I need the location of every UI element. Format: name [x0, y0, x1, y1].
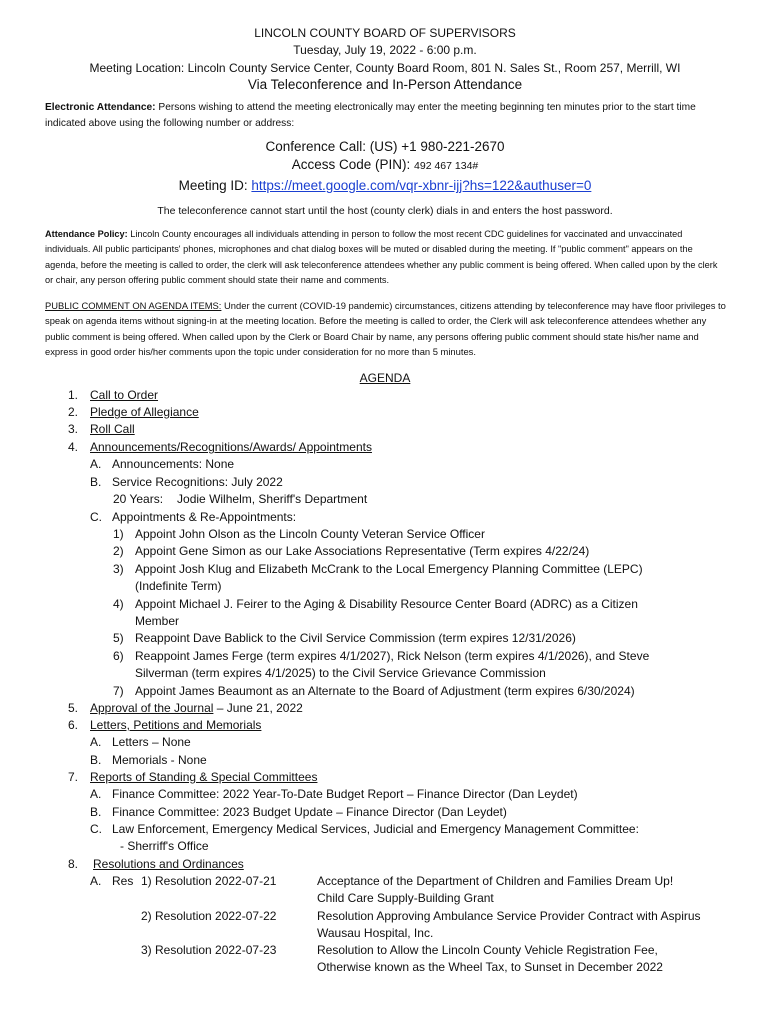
recognition-person: Jodie Wilhelm, Sheriff's Department [177, 492, 368, 506]
resolution-3-number: 3) Resolution 2022-07-23 [141, 943, 277, 957]
recognition-years: 20 Years: [113, 492, 164, 506]
item-letter: B. [90, 805, 102, 819]
resolution-3-title-line2: Otherwise known as the Wheel Tax, to Sunset in December 2022 [317, 960, 663, 975]
agenda-item-7c-sub: - Sherriff's Office [120, 839, 209, 853]
agenda-item-4c [90, 509, 296, 526]
appointment-3-cont: (Indefinite Term) [135, 579, 222, 593]
item-title: Approval of the Journal [90, 701, 214, 715]
item-number: 6) [113, 649, 124, 663]
agenda-item-8a [90, 873, 133, 890]
electronic-attendance-label: Electronic Attendance: [45, 102, 156, 113]
meeting-id-line [0, 177, 770, 195]
resolution-3-title-line1: Resolution to Allow the Lincoln County Vehicle Registration Fee, [317, 943, 658, 957]
agenda-title: AGENDA [359, 371, 411, 385]
appointment-6 [113, 648, 649, 665]
item-letter: C. [90, 510, 102, 524]
resolution-2-number: 2) Resolution 2022-07-22 [141, 909, 277, 923]
appointment-4 [113, 596, 638, 613]
item-text: Letters – None [112, 735, 191, 749]
agenda-item-7c [90, 821, 639, 838]
appointment-2 [113, 543, 589, 560]
item-number: 4) [113, 597, 124, 611]
item-number: 5. [68, 701, 79, 715]
item-title: Call to Order [90, 388, 159, 402]
service-recognition [113, 491, 367, 508]
item-text: Finance Committee: 2022 Year-To-Date Budget Report – Finance Director (Dan Leydet) [112, 787, 578, 801]
agenda-item-4a [90, 456, 234, 473]
appointment-5 [113, 630, 576, 647]
agenda-item-8 [68, 856, 244, 873]
resolution-3-title [317, 942, 663, 977]
item-number: 7. [68, 770, 79, 784]
agenda-item-5 [68, 700, 303, 717]
public-comment-text: Under the current (COVID-19 pandemic) circumstances, citizens attending by teleconference may have floor privileges to speak on agenda items without signing-in at the meeting location. Before the meeting is called to order, the Clerk will ask teleconference attendees whether any public comment is being offered. When called upon by the Clerk or Board Chair by name, any persons offering public comment should state his/her name and express in good order his/her comments upon the topic under consideration for no more than 5 minutes. [45, 300, 726, 357]
resolution-2-title-line2: Wausau Hospital, Inc. [317, 926, 434, 941]
item-number: 6. [68, 718, 79, 732]
item-text: Law Enforcement, Emergency Medical Services, Judicial and Emergency Management Committee: [112, 822, 639, 836]
attendance-mode: Via Teleconference and In-Person Attendance [247, 77, 523, 92]
access-code: 492 467 134# [414, 160, 479, 172]
item-number: 1. [68, 388, 79, 402]
electronic-attendance-text: Persons wishing to attend the meeting electronically may enter the meeting beginning ten minutes prior to the start time indicated above using the following number or address: [45, 102, 696, 129]
meeting-id-label: Meeting ID: [178, 178, 252, 193]
conference-call: Conference Call: (US) +1 980-221-2670 [265, 139, 505, 154]
item-text: Finance Committee: 2023 Budget Update – Finance Director (Dan Leydet) [112, 805, 507, 819]
item-letter: A. [90, 874, 102, 888]
agenda-item-4b [90, 474, 283, 491]
agenda-item-3 [68, 421, 135, 438]
resolution-1-number: 1) Resolution 2022-07-21 [141, 874, 277, 888]
meeting-link[interactable]: https://meet.google.com/vqr-xbnr-ijj?hs=122&authuser=0 [251, 178, 592, 193]
agenda-item-6b [90, 752, 207, 769]
appointment-6-cont: Silverman (term expires 4/1/2025) to the Civil Service Grievance Commission [135, 666, 546, 680]
item-text: Appoint Michael J. Feirer to the Aging & Disability Resource Center Board (ADRC) as a Citizen [135, 597, 638, 611]
attendance-policy-text: Lincoln County encourages all individuals attending in person to follow the most recent CDC guidelines for vaccinated and unvaccinated individuals. All public participants' phones, microphones and chat dialog boxes will be muted or disabled during the meeting. If "public comment" appears on the agenda, before the meeting is called to order, the clerk will ask teleconference attendees whether any public comment is being offered. When called upon by the clerk or chair, any person offering public comment should state their name and comments. [45, 229, 718, 285]
item-letter: B. [90, 475, 102, 489]
item-text: Reappoint Dave Bablick to the Civil Service Commission (term expires 12/31/2026) [135, 631, 576, 645]
agenda-item-6a [90, 734, 191, 751]
access-code-line [0, 156, 770, 175]
item-text: Reappoint James Ferge (term expires 4/1/2027), Rick Nelson (term expires 4/1/2026), and Steve [135, 649, 650, 663]
agenda-item-4 [68, 439, 372, 456]
item-title: Roll Call [90, 422, 135, 436]
item-text: Appoint Gene Simon as our Lake Associations Representative (Term expires 4/22/24) [135, 544, 590, 558]
item-text: Appoint John Olson as the Lincoln County Veteran Service Officer [135, 527, 485, 541]
appointment-7 [113, 683, 635, 700]
resolution-2-title-line1: Resolution Approving Ambulance Service Provider Contract with Aspirus [317, 909, 701, 923]
resolution-1-title [317, 873, 673, 908]
meeting-location: Meeting Location: Lincoln County Service Center, County Board Room, 801 N. Sales St., Room 257, Merrill, WI [89, 61, 681, 75]
resolution-1-title-line1: Acceptance of the Department of Children and Families Dream Up! [317, 874, 674, 888]
appointment-3 [113, 561, 643, 578]
agenda-item-7b [90, 804, 507, 821]
item-number: 1) [113, 527, 124, 541]
electronic-attendance [45, 100, 727, 131]
teleconference-note: The teleconference cannot start until the host (county clerk) dials in and enters the host password. [157, 205, 613, 217]
item-number: 2. [68, 405, 79, 419]
item-letter: C. [90, 822, 102, 836]
item-number: 3. [68, 422, 79, 436]
public-comment-label: PUBLIC COMMENT ON AGENDA ITEMS: [45, 300, 222, 311]
item-number: 7) [113, 684, 124, 698]
item-text: Appoint Josh Klug and Elizabeth McCrank to the Local Emergency Planning Committee (LEPC) [135, 562, 643, 576]
public-comment-policy [45, 298, 727, 359]
item-text: Announcements: None [112, 457, 235, 471]
access-code-label: Access Code (PIN): [291, 157, 415, 172]
item-title: Resolutions and Ordinances [93, 857, 244, 871]
agenda-item-6 [68, 717, 261, 734]
attendance-policy-label: Attendance Policy: [45, 229, 128, 239]
item-title: Letters, Petitions and Memorials [90, 718, 262, 732]
item-number: 4. [68, 440, 79, 454]
item-title: Announcements/Recognitions/Awards/ Appointments [90, 440, 372, 454]
agenda-item-1 [68, 387, 158, 404]
conference-info [0, 138, 770, 175]
agenda-heading [0, 370, 770, 386]
item-date: – June 21, 2022 [213, 701, 303, 715]
item-number: 8. [68, 857, 79, 871]
item-title: Reports of Standing & Special Committees [90, 770, 318, 784]
item-prefix: Res [112, 874, 134, 888]
item-number: 2) [113, 544, 124, 558]
meeting-date: Tuesday, July 19, 2022 - 6:00 p.m. [293, 43, 477, 57]
appointment-1 [113, 526, 485, 543]
item-letter: B. [90, 753, 102, 767]
item-text: Service Recognitions: July 2022 [112, 475, 283, 489]
item-letter: A. [90, 457, 102, 471]
item-text: Memorials - None [112, 753, 207, 767]
item-title: Pledge of Allegiance [90, 405, 199, 419]
resolution-2-title [317, 908, 701, 943]
item-letter: A. [90, 787, 102, 801]
agenda-item-7 [68, 769, 317, 786]
resolution-1-title-line2: Child Care Supply-Building Grant [317, 891, 494, 906]
item-letter: A. [90, 735, 102, 749]
agenda-item-2 [68, 404, 199, 421]
agenda-item-7a [90, 786, 578, 803]
item-number: 5) [113, 631, 124, 645]
item-text: Appointments & Re-Appointments: [112, 510, 297, 524]
board-title: LINCOLN COUNTY BOARD OF SUPERVISORS [254, 26, 516, 40]
attendance-policy [45, 227, 727, 288]
item-text: Appoint James Beaumont as an Alternate to the Board of Adjustment (term expires 6/30/2024) [135, 684, 635, 698]
appointment-4-cont: Member [135, 614, 180, 628]
item-number: 3) [113, 562, 124, 576]
